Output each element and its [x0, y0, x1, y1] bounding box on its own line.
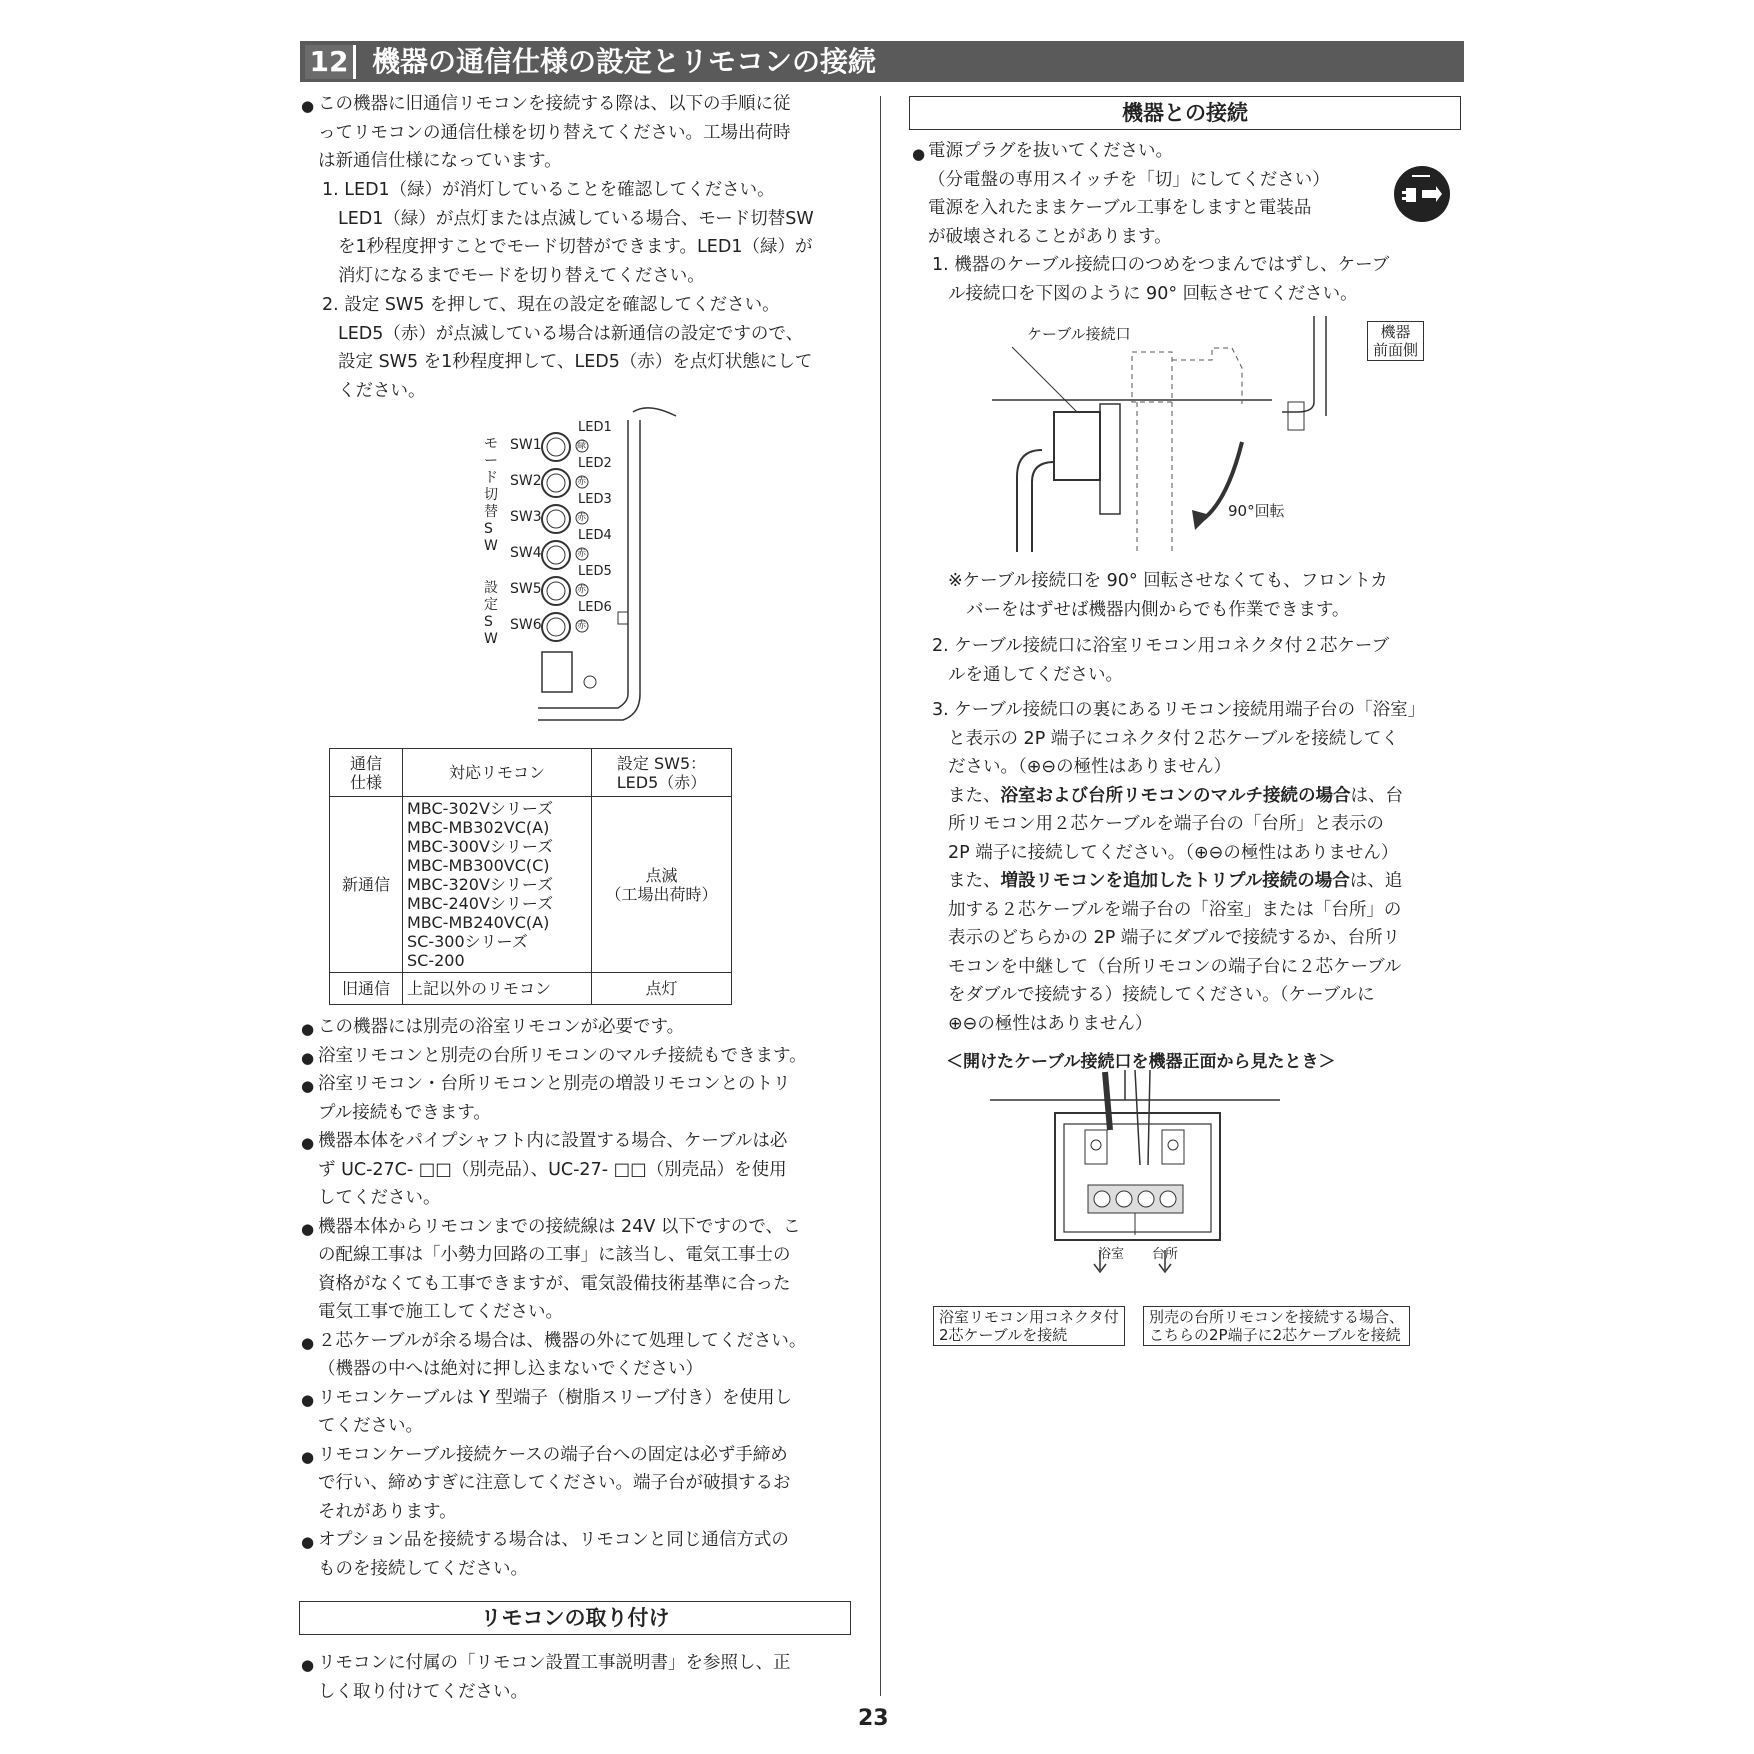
led1-color: 緑 — [577, 441, 587, 451]
star-note: ※ケーブル接続口を 90° 回転させなくても、フロントカ バーをはずせば機器内側からでも作業できます。 — [948, 571, 1388, 620]
section-title: 機器の通信仕様の設定とリモコンの接続 — [372, 45, 877, 78]
list-item: ● 浴室リモコンと別売の台所リモコンのマルチ接続もできます。 — [301, 1045, 807, 1067]
page-number: 23 — [858, 1706, 889, 1731]
led1-label: LED1 — [578, 420, 612, 435]
table-cell: 新通信 — [330, 797, 403, 973]
step-2: 2. 設定 SW5 を押して、現在の設定を確認してください。 LED5（赤）が点滅している場合は新通信の設定ですので、 設定 SW5 を1秒程度押して、LED5（赤）を点灯状態にして ください。 — [322, 295, 813, 401]
sw5-label: SW5 — [510, 581, 542, 597]
kitchen-cable-caption: 別売の台所リモコンを接続する場合、 こちらの2P端子に2芯ケーブルを接続 — [1143, 1306, 1410, 1346]
new-remote-list: MBC-302Vシリーズ MBC-MB302VC(A) MBC-300Vシリーズ MBC-MB300VC(C) MBC-320Vシリーズ MBC-240Vシリーズ MBC-MB240VC(A) SC-300シリーズ SC-200 — [403, 797, 592, 973]
right-step-1: 1. 機器のケーブル接続口のつめをつまんではずし、ケーブ ル接続口を下図のように 90° 回転させてください。 — [932, 255, 1390, 304]
cable-port-rotation-diagram — [992, 312, 1432, 557]
table-row — [330, 797, 732, 973]
list-item: ● ２芯ケーブルが余る場合は、機器の外にて処理してください。 （機器の中へは絶対に押し込まないでください） — [301, 1330, 807, 1379]
list-item: ● 機器本体からリモコンまでの接続線は 24V 以下ですので、こ の配線工事は「小勢力回路の工事」に該当し、電気工事士の 資格がなくても工事できますが、電気設備技術基準に合った 電気工事で施工してください。 — [301, 1216, 801, 1322]
table-cell: 上記以外のリモコン — [403, 973, 592, 1005]
sw2-label: SW2 — [510, 473, 542, 489]
device-connection-title: 機器との接続 — [909, 96, 1461, 130]
right-step-2: 2. ケーブル接続口に浴室リモコン用コネクタ付２芯ケーブ ルを通してください。 — [932, 636, 1389, 685]
column-divider — [880, 96, 881, 1696]
led5-label: LED5 — [578, 564, 612, 579]
table-cell: 点滅 （工場出荷時） — [592, 797, 732, 973]
led2-color: 赤 — [577, 477, 587, 487]
table-cell: 旧通信 — [330, 973, 403, 1005]
right-step-3: 3. ケーブル接続口の裏にあるリモコン接続用端子台の「浴室」 と表示の 2P 端子にコネクタ付２芯ケーブルを接続してく ださい。（⊕⊖の極性はありません） また、浴室および台所リモコンのマルチ接続の場合は、台 所リモコン用２芯ケーブルを端子台の「台所」と表示の 2P 端子に接続してください。（⊕⊖の極性はありません） また、増設リモコンを追加したトリプル接続の場合は、追 加する２芯ケーブルを端子台の「浴室」または「台所」の 表示のどちらかの 2P 端子にダブルで接続するか、台所リ モコンを中継して（台所リモコンの端子台に２芯ケーブル をダブルで接続する）接続してください。（ケーブルに ⊕⊖の極性はありません） — [932, 700, 1426, 1034]
remote-install-text: リモコンに付属の「リモコン設置工事説明書」を参照し、正 しく取り付けてください。 — [318, 1653, 791, 1702]
table-row — [330, 973, 732, 1005]
led3-label: LED3 — [578, 492, 612, 507]
step-1: 1. LED1（緑）が消灯していることを確認してください。 LED1（緑）が点灯または点滅している場合、モード切替SW を1秒程度押すことでモード切替ができます。LED1（緑）が 消灯になるまでモードを切り替えてください。 — [322, 180, 814, 286]
power-warning: 電源プラグを抜いてください。 （分電盤の専用スイッチを「切」にしてください） 電源を入れたままケーブル工事をしますと電装品 が破壊されることがあります。 — [928, 141, 1330, 247]
terminal-block-diagram — [990, 1070, 1290, 1300]
unplug-icon — [1392, 164, 1452, 224]
bath-terminal-label: 浴室 — [1098, 1247, 1125, 1262]
intro-text: この機器に旧通信リモコンを接続する際は、以下の手順に従 ってリモコンの通信仕様を切り替えてください。工場出荷時 は新通信仕様になっています。 — [318, 94, 791, 171]
mode-switch-label: モード切替SW — [484, 436, 498, 554]
led6-label: LED6 — [578, 600, 612, 615]
kitchen-terminal-label: 台所 — [1152, 1247, 1179, 1262]
bullet: ● — [912, 145, 926, 163]
notes-list — [301, 1013, 861, 1583]
rotation-label: 90°回転 — [1228, 502, 1285, 520]
led6-color: 赤 — [577, 621, 587, 631]
list-item: ● リモコンケーブルは Y 型端子（樹脂スリーブ付き）を使用し てください。 — [301, 1387, 793, 1436]
table-header-sw5: 設定 SW5： LED5（赤） — [592, 749, 732, 797]
table-header-spec: 通信 仕様 — [330, 749, 403, 797]
bullet: ● — [301, 1656, 315, 1674]
remote-install-title: リモコンの取り付け — [299, 1601, 851, 1635]
cable-port-label: ケーブル接続口 — [1027, 325, 1131, 343]
sw1-label: SW1 — [510, 437, 542, 453]
sw6-label: SW6 — [510, 617, 542, 633]
led2-label: LED2 — [578, 456, 612, 471]
list-item: ● 浴室リモコン・台所リモコンと別売の増設リモコンとのトリ プル接続もできます。 — [301, 1074, 791, 1123]
setting-switch-label: 設定SW — [484, 580, 498, 647]
list-item: ● 機器本体をパイプシャフト内に設置する場合、ケーブルは必 ず UC-27C- □□（別売品）、UC-27- □□（別売品）を使用 してください。 — [301, 1131, 788, 1208]
device-front-label: 機器 前面側 — [1367, 321, 1424, 361]
triple-connection-note: また、増設リモコンを追加したトリプル接続の場合は、追 — [948, 871, 1403, 891]
sw3-label: SW3 — [510, 509, 542, 525]
sw4-label: SW4 — [510, 545, 542, 561]
table-cell: 点灯 — [592, 973, 732, 1005]
comm-spec-table — [329, 748, 732, 1005]
led4-label: LED4 — [578, 528, 612, 543]
switch-row — [542, 433, 570, 641]
bath-cable-caption: 浴室リモコン用コネクタ付 2芯ケーブルを接続 — [933, 1306, 1125, 1346]
led5-color: 赤 — [577, 585, 587, 595]
section-number: 12 — [305, 45, 356, 79]
bullet: ● — [301, 97, 315, 115]
diagram2-title: ＜開けたケーブル接続口を機器正面から見たとき＞ — [946, 1052, 1336, 1072]
led3-color: 赤 — [577, 513, 587, 523]
list-item: ● オプション品を接続する場合は、リモコンと同じ通信方式の ものを接続してください。 — [301, 1530, 789, 1579]
led4-color: 赤 — [577, 549, 587, 559]
list-item: ● この機器には別売の浴室リモコンが必要です。 — [301, 1017, 685, 1038]
table-header-remote: 対応リモコン — [403, 749, 592, 797]
multi-connection-note: また、浴室および台所リモコンのマルチ接続の場合は、台 — [948, 785, 1403, 806]
list-item: ● リモコンケーブル接続ケースの端子台への固定は必ず手締め で行い、締めすぎに注意してください。端子台が破損するお それがあります。 — [301, 1444, 791, 1522]
